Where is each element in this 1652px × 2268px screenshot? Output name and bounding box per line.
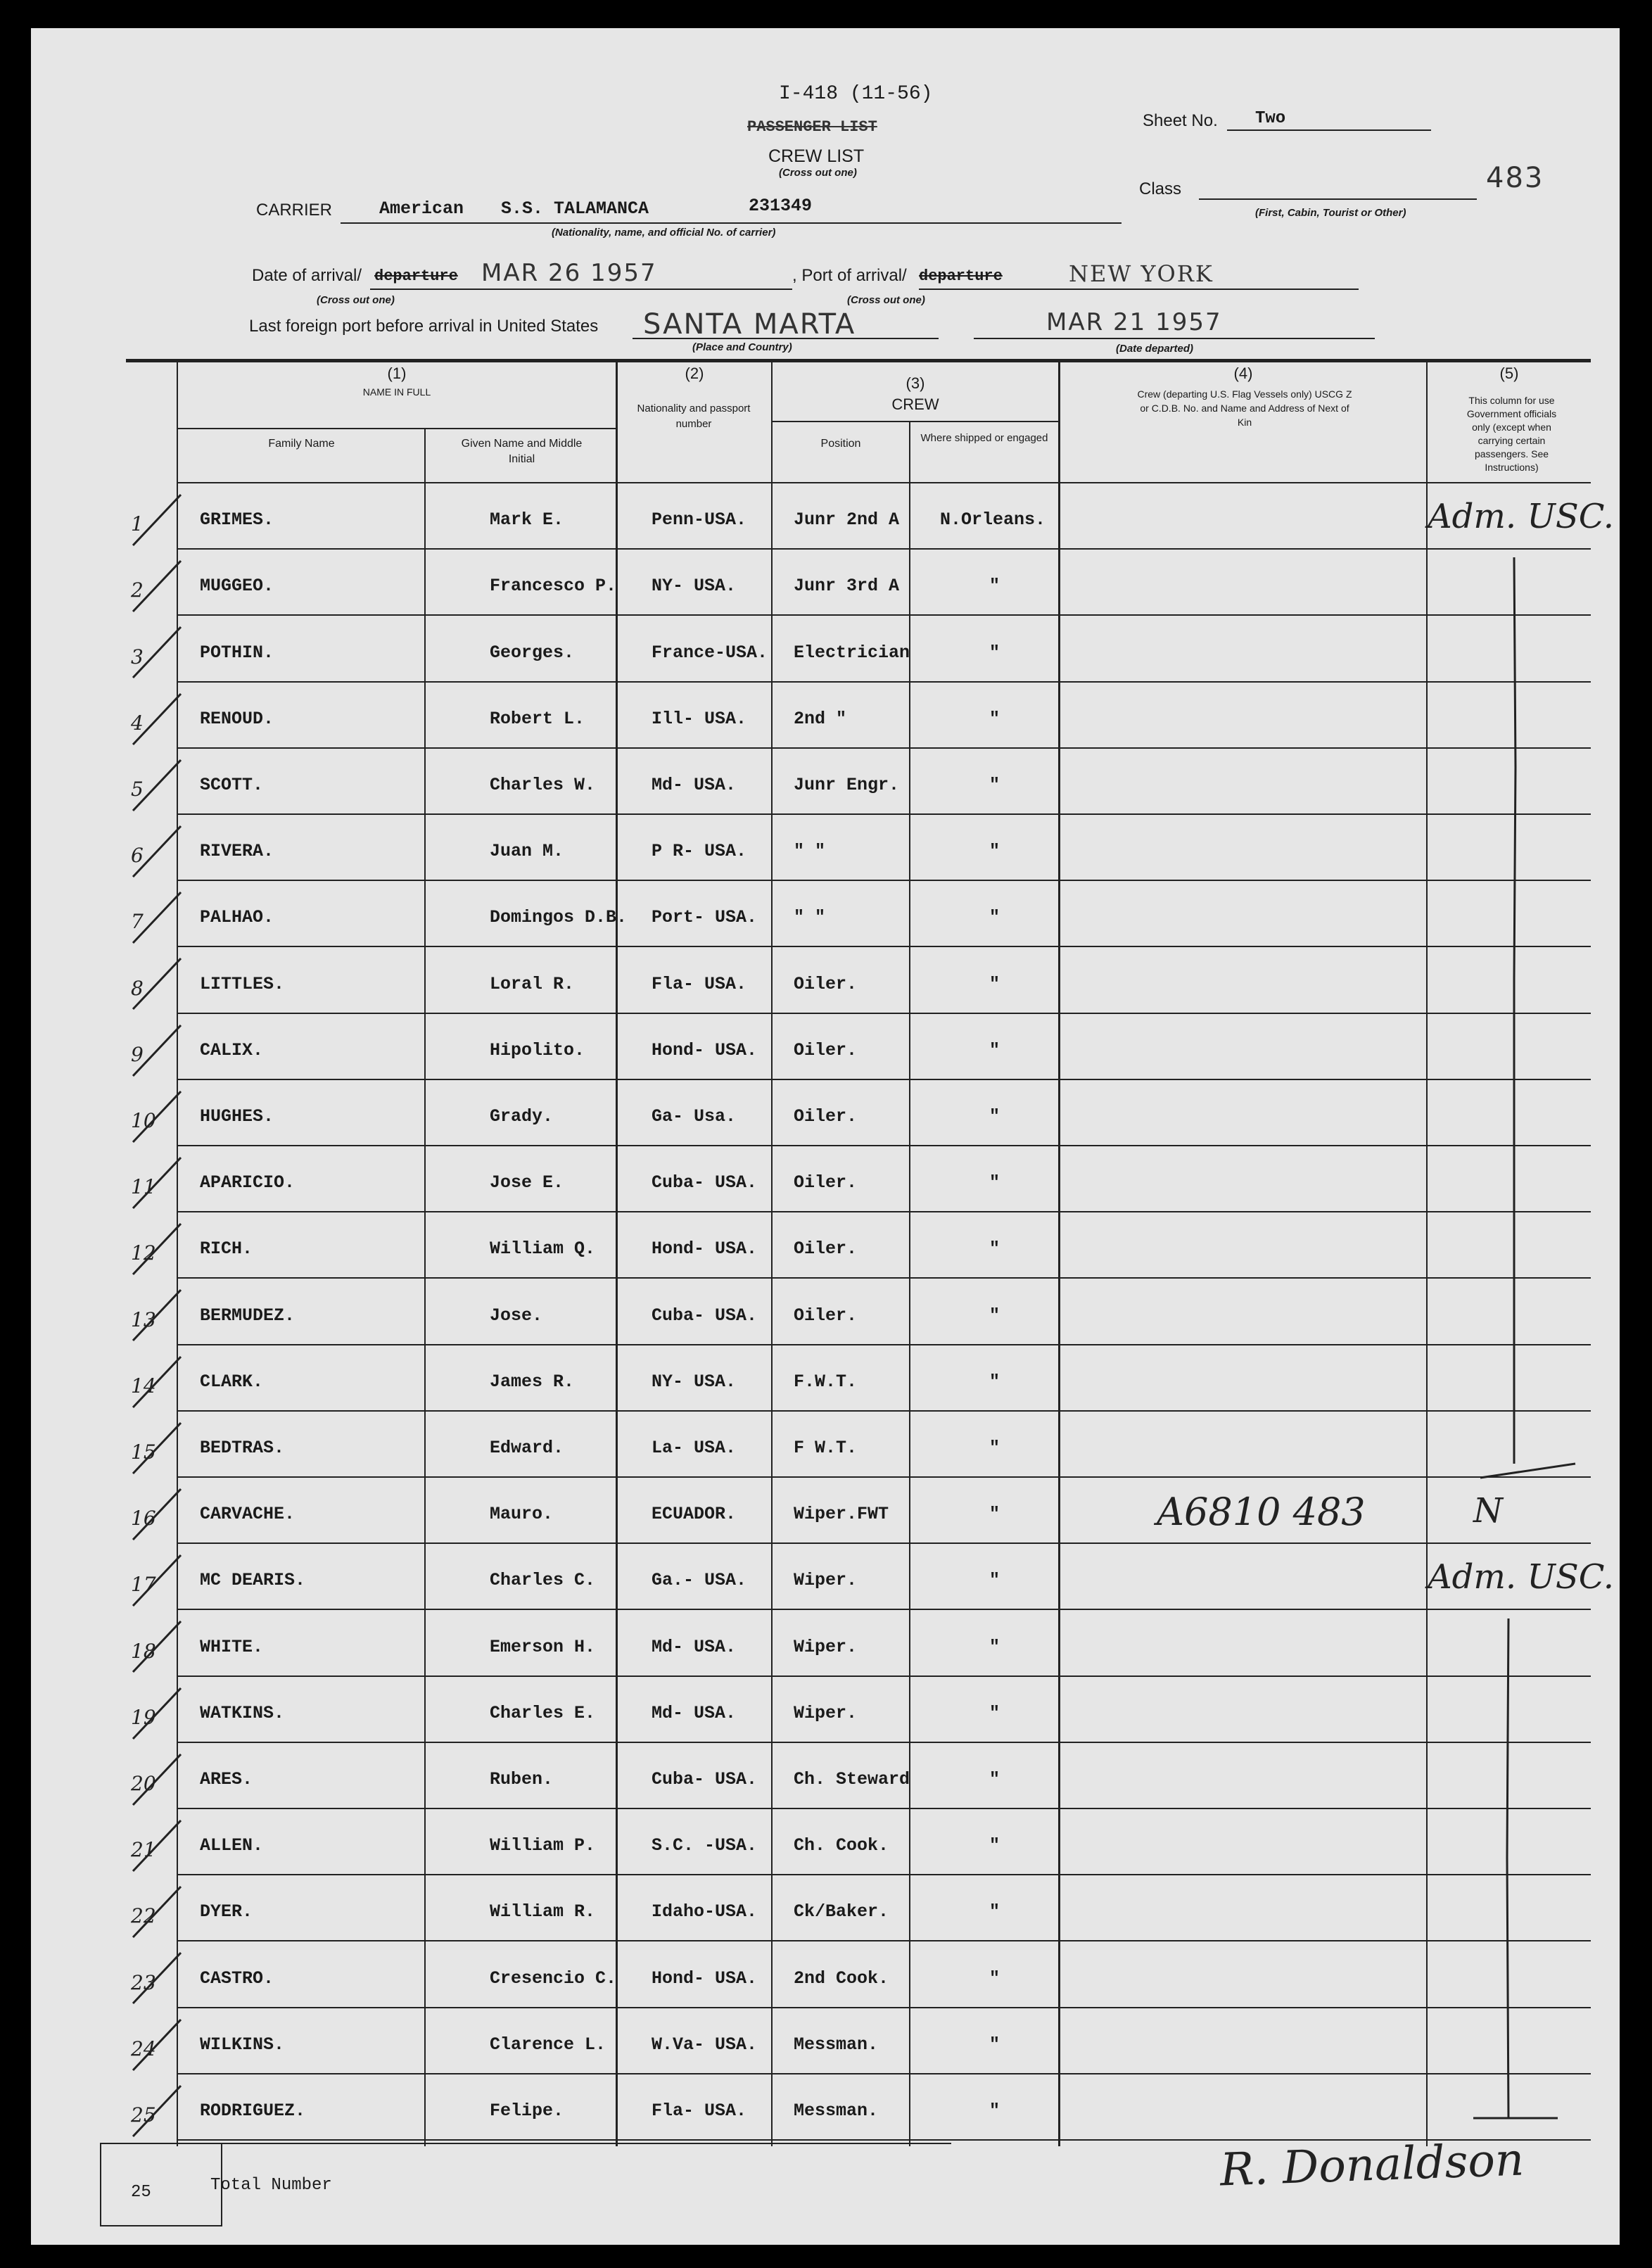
given-name-cell: Jose E. (490, 1172, 564, 1193)
where-shipped-cell: N.Orleans. (940, 509, 1046, 531)
family-name-cell: RICH. (200, 1238, 253, 1260)
row-number: 24 (131, 2036, 156, 2060)
total-number-box (100, 2143, 222, 2226)
nationality-cell: Ill- USA. (652, 708, 747, 729)
where-shipped-cell: " (989, 576, 1000, 597)
where-shipped-cell: " (989, 1438, 1000, 1458)
bracket-line-top (1514, 557, 1516, 1464)
port-label: , Port of arrival/ (792, 266, 907, 285)
row-number: 25 (131, 2103, 156, 2127)
row-number: 1 (131, 512, 144, 536)
where-shipped-cell: " (989, 1901, 1000, 1922)
family-name-cell: MUGGEO. (200, 576, 274, 597)
position-cell: Oiler. (794, 1238, 858, 1260)
given-name-cell: William R. (490, 1901, 596, 1922)
family-name-cell: RIVERA. (200, 841, 274, 862)
col5-title: This column for use Government officials only (except when carrying certain passengers. See Instructions) (1466, 395, 1557, 473)
position-cell: Junr Engr. (794, 775, 900, 795)
gov-use-cell: Adm. USC. (1428, 1557, 1615, 1597)
position-cell: Wiper.FWT (794, 1504, 889, 1525)
row-number: 23 (131, 1970, 156, 1994)
given-name-cell: Charles C. (490, 1570, 596, 1591)
gov-use-cell: Adm. USC. (1428, 497, 1615, 537)
given-name-cell: Ruben. (490, 1769, 554, 1789)
row-number: 20 (131, 1772, 156, 1795)
nationality-cell: Cuba- USA. (652, 1172, 758, 1193)
position-cell: Ch. Cook. (794, 1835, 889, 1856)
col2-title: Nationality and passport number (637, 403, 751, 430)
row-number: 8 (131, 976, 144, 1000)
position-cell: F W.T. (794, 1438, 858, 1458)
class-note: (First, Cabin, Tourist or Other) (1255, 207, 1406, 219)
nationality-cell: Fla- USA. (652, 2101, 747, 2121)
where-shipped-cell: " (989, 1039, 1000, 1060)
position-cell: " " (794, 841, 826, 862)
family-name-cell: BERMUDEZ. (200, 1305, 296, 1326)
row-number: 16 (131, 1507, 156, 1531)
where-shipped-cell: " (989, 1636, 1000, 1657)
position-cell: Electrician (794, 642, 910, 663)
port-struck: departure (919, 267, 1003, 285)
col5-annotation-marks (31, 28, 1620, 2245)
given-name-cell: Mauro. (490, 1504, 554, 1525)
foreign-port-note: (Place and Country) (692, 341, 792, 353)
sheet-label: Sheet No. (1143, 111, 1218, 130)
family-name-cell: ARES. (200, 1769, 253, 1789)
port-value: NEW YORK (1069, 260, 1214, 287)
where-shipped-cell: " (989, 973, 1000, 994)
crew-list-form (31, 28, 1620, 2245)
total-label: Total Number (210, 2176, 332, 2195)
position-cell: Wiper. (794, 1702, 858, 1723)
given-name-cell: James R. (490, 1371, 575, 1392)
where-shipped-cell: " (989, 2101, 1000, 2121)
carrier-name: S.S. TALAMANCA (501, 198, 649, 219)
date-value: MAR 26 1957 (481, 259, 657, 287)
bracket-end-top (1480, 1464, 1575, 1478)
row-number: 22 (131, 1904, 156, 1928)
where-shipped-cell: " (989, 1172, 1000, 1193)
total-value: 25 (131, 2183, 151, 2202)
given-name-cell: Charles E. (490, 1702, 596, 1723)
nationality-cell: Cuba- USA. (652, 1769, 758, 1789)
given-name-cell: Juan M. (490, 841, 564, 862)
family-name-cell: RENOUD. (200, 708, 274, 729)
nationality-cell: Ga- Usa. (652, 1106, 737, 1127)
family-name-cell: POTHIN. (200, 642, 274, 663)
position-cell: F.W.T. (794, 1371, 858, 1392)
given-name-cell: Felipe. (490, 2101, 564, 2121)
given-name-cell: Hipolito. (490, 1039, 585, 1060)
given-name-cell: Emerson H. (490, 1636, 596, 1657)
row-number: 21 (131, 1838, 156, 1862)
form-title: CREW LIST (768, 146, 865, 166)
family-name-cell: WATKINS. (200, 1702, 285, 1723)
position-heading: Position (820, 438, 861, 450)
col4-number: (4) (1233, 365, 1253, 382)
date-struck: departure (374, 267, 458, 285)
family-name-cell: CLARK. (200, 1371, 264, 1392)
given-name-cell: Georges. (490, 642, 575, 663)
given-name-cell: Clarence L. (490, 2034, 606, 2055)
row-number: 12 (131, 1241, 156, 1265)
foreign-port-label: Last foreign port before arrival in United States (249, 317, 599, 336)
row-number: 3 (131, 645, 144, 669)
position-cell: Oiler. (794, 1172, 858, 1193)
where-shipped-cell: " (989, 1504, 1000, 1525)
nationality-cell: Fla- USA. (652, 973, 747, 994)
family-name-cell: APARICIO. (200, 1172, 296, 1193)
where-shipped-cell: " (989, 1968, 1000, 1989)
signature: R. Donaldson (1219, 2134, 1525, 2197)
where-shipped-cell: " (989, 642, 1000, 663)
family-name-cell: PALHAO. (200, 907, 274, 928)
family-name-cell: GRIMES. (200, 509, 274, 531)
given-name-cell: Cresencio C. (490, 1968, 617, 1989)
where-shipped-cell: " (989, 907, 1000, 928)
where-shipped-cell: " (989, 2034, 1000, 2055)
family-name-cell: MC DEARIS. (200, 1570, 306, 1591)
where-shipped-cell: " (989, 708, 1000, 729)
row-number: 19 (131, 1705, 156, 1729)
family-name-cell: DYER. (200, 1901, 253, 1922)
row-number: 10 (131, 1109, 156, 1132)
row-number: 4 (131, 711, 144, 735)
row-number: 2 (131, 578, 144, 602)
gov-use-cell: N (1473, 1491, 1503, 1531)
date-label: Date of arrival/ (252, 266, 362, 285)
col3-title: CREW (891, 395, 939, 413)
given-name-cell: Edward. (490, 1438, 564, 1458)
position-cell: Oiler. (794, 973, 858, 994)
nationality-cell: Ga.- USA. (652, 1570, 747, 1591)
position-cell: Messman. (794, 2034, 879, 2055)
where-shipped-cell: " (989, 775, 1000, 795)
given-name-cell: Francesco P. (490, 576, 617, 597)
foreign-port-value: SANTA MARTA (643, 308, 856, 341)
class-value: 483 (1486, 162, 1544, 194)
class-label: Class (1139, 179, 1182, 198)
nationality-cell: ECUADOR. (652, 1504, 737, 1525)
date-note: (Cross out one) (317, 294, 395, 306)
col4-title: Crew (departing U.S. Flag Vessels only) USCG Z or C.D.B. No. and Name and Address of Next of Kin (1137, 388, 1352, 428)
position-cell: Junr 2nd A (794, 509, 900, 531)
given-name-cell: William P. (490, 1835, 596, 1856)
title-note: (Cross out one) (779, 167, 857, 179)
family-name-cell: WILKINS. (200, 2034, 285, 2055)
row-number: 5 (131, 778, 144, 801)
bracket-line-bottom (1507, 1618, 1508, 2118)
carrier-nationality: American (379, 198, 464, 219)
date-departed-value: MAR 21 1957 (1046, 308, 1222, 336)
position-cell: Ch. Steward (794, 1769, 910, 1789)
where-shipped-cell: " (989, 1238, 1000, 1260)
position-cell: " " (794, 907, 826, 928)
family-name-cell: RODRIGUEZ. (200, 2101, 306, 2121)
where-shipped-cell: " (989, 1305, 1000, 1326)
col1-title: NAME IN FULL (362, 386, 431, 398)
nationality-cell: France-USA. (652, 642, 768, 663)
given-name-cell: Domingos D.B. (490, 907, 628, 928)
given-name-cell: Jose. (490, 1305, 543, 1326)
row-number: 6 (131, 844, 144, 868)
family-name-cell: CARVACHE. (200, 1504, 296, 1525)
row-number: 15 (131, 1440, 156, 1464)
row-number: 18 (131, 1639, 156, 1663)
date-departed-note: (Date departed) (1116, 343, 1194, 355)
position-cell: Oiler. (794, 1305, 858, 1326)
nationality-cell: Port- USA. (652, 907, 758, 928)
family-name-cell: CASTRO. (200, 1968, 274, 1989)
form-number: I-418 (11-56) (779, 83, 933, 105)
nationality-cell: NY- USA. (652, 1371, 737, 1392)
where-shipped-cell: " (989, 1570, 1000, 1591)
given-name-cell: William Q. (490, 1238, 596, 1260)
footer-rule (212, 2143, 951, 2144)
where-shipped-cell: " (989, 1702, 1000, 1723)
position-cell: Ck/Baker. (794, 1901, 889, 1922)
given-name-heading: Given Name and Middle Initial (461, 438, 583, 465)
position-cell: Wiper. (794, 1636, 858, 1657)
col2-number: (2) (685, 365, 704, 382)
nationality-cell: Cuba- USA. (652, 1305, 758, 1326)
nationality-cell: Hond- USA. (652, 1039, 758, 1060)
given-name-cell: Mark E. (490, 509, 564, 531)
position-cell: Oiler. (794, 1039, 858, 1060)
nationality-cell: Md- USA. (652, 1702, 737, 1723)
next-of-kin-cell: A6810 483 (1157, 1490, 1366, 1535)
nationality-cell: S.C. -USA. (652, 1835, 758, 1856)
position-cell: Junr 3rd A (794, 576, 900, 597)
row-number: 13 (131, 1307, 156, 1331)
where-shipped-cell: " (989, 1769, 1000, 1789)
position-cell: 2nd " (794, 708, 847, 729)
family-name-cell: BEDTRAS. (200, 1438, 285, 1458)
struck-title: PASSENGER LIST (747, 118, 877, 136)
nationality-cell: Penn-USA. (652, 509, 747, 531)
nationality-cell: Md- USA. (652, 775, 737, 795)
position-cell: 2nd Cook. (794, 1968, 889, 1989)
nationality-cell: Hond- USA. (652, 1238, 758, 1260)
family-name-cell: SCOTT. (200, 775, 264, 795)
row-number: 14 (131, 1374, 156, 1398)
where-shipped-cell: " (989, 1106, 1000, 1127)
family-name-cell: ALLEN. (200, 1835, 264, 1856)
family-name-cell: LITTLES. (200, 973, 285, 994)
carrier-note: (Nationality, name, and official No. of carrier) (552, 227, 776, 239)
carrier-label: CARRIER (256, 201, 333, 220)
position-cell: Oiler. (794, 1106, 858, 1127)
position-cell: Messman. (794, 2101, 879, 2121)
nationality-cell: NY- USA. (652, 576, 737, 597)
col5-number: (5) (1499, 365, 1519, 382)
sheet-value: Two (1255, 109, 1286, 128)
family-name-heading: Family Name (268, 438, 335, 450)
nationality-cell: La- USA. (652, 1438, 737, 1458)
where-shipped-heading: Where shipped or engaged (920, 432, 1048, 444)
row-number: 17 (131, 1573, 156, 1597)
row-number: 7 (131, 910, 144, 934)
nationality-cell: Idaho-USA. (652, 1901, 758, 1922)
family-name-cell: WHITE. (200, 1636, 264, 1657)
where-shipped-cell: " (989, 1835, 1000, 1856)
nationality-cell: P R- USA. (652, 841, 747, 862)
nationality-cell: Hond- USA. (652, 1968, 758, 1989)
row-number: 11 (131, 1175, 156, 1199)
position-cell: Wiper. (794, 1570, 858, 1591)
family-name-cell: HUGHES. (200, 1106, 274, 1127)
family-name-cell: CALIX. (200, 1039, 264, 1060)
row-number: 9 (131, 1042, 144, 1066)
nationality-cell: W.Va- USA. (652, 2034, 758, 2055)
given-name-cell: Robert L. (490, 708, 585, 729)
col3-number: (3) (906, 374, 925, 392)
carrier-number: 231349 (749, 196, 813, 216)
nationality-cell: Md- USA. (652, 1636, 737, 1657)
port-note: (Cross out one) (847, 294, 925, 306)
where-shipped-cell: " (989, 1371, 1000, 1392)
given-name-cell: Grady. (490, 1106, 554, 1127)
where-shipped-cell: " (989, 841, 1000, 862)
given-name-cell: Charles W. (490, 775, 596, 795)
col1-number: (1) (387, 365, 407, 382)
given-name-cell: Loral R. (490, 973, 575, 994)
